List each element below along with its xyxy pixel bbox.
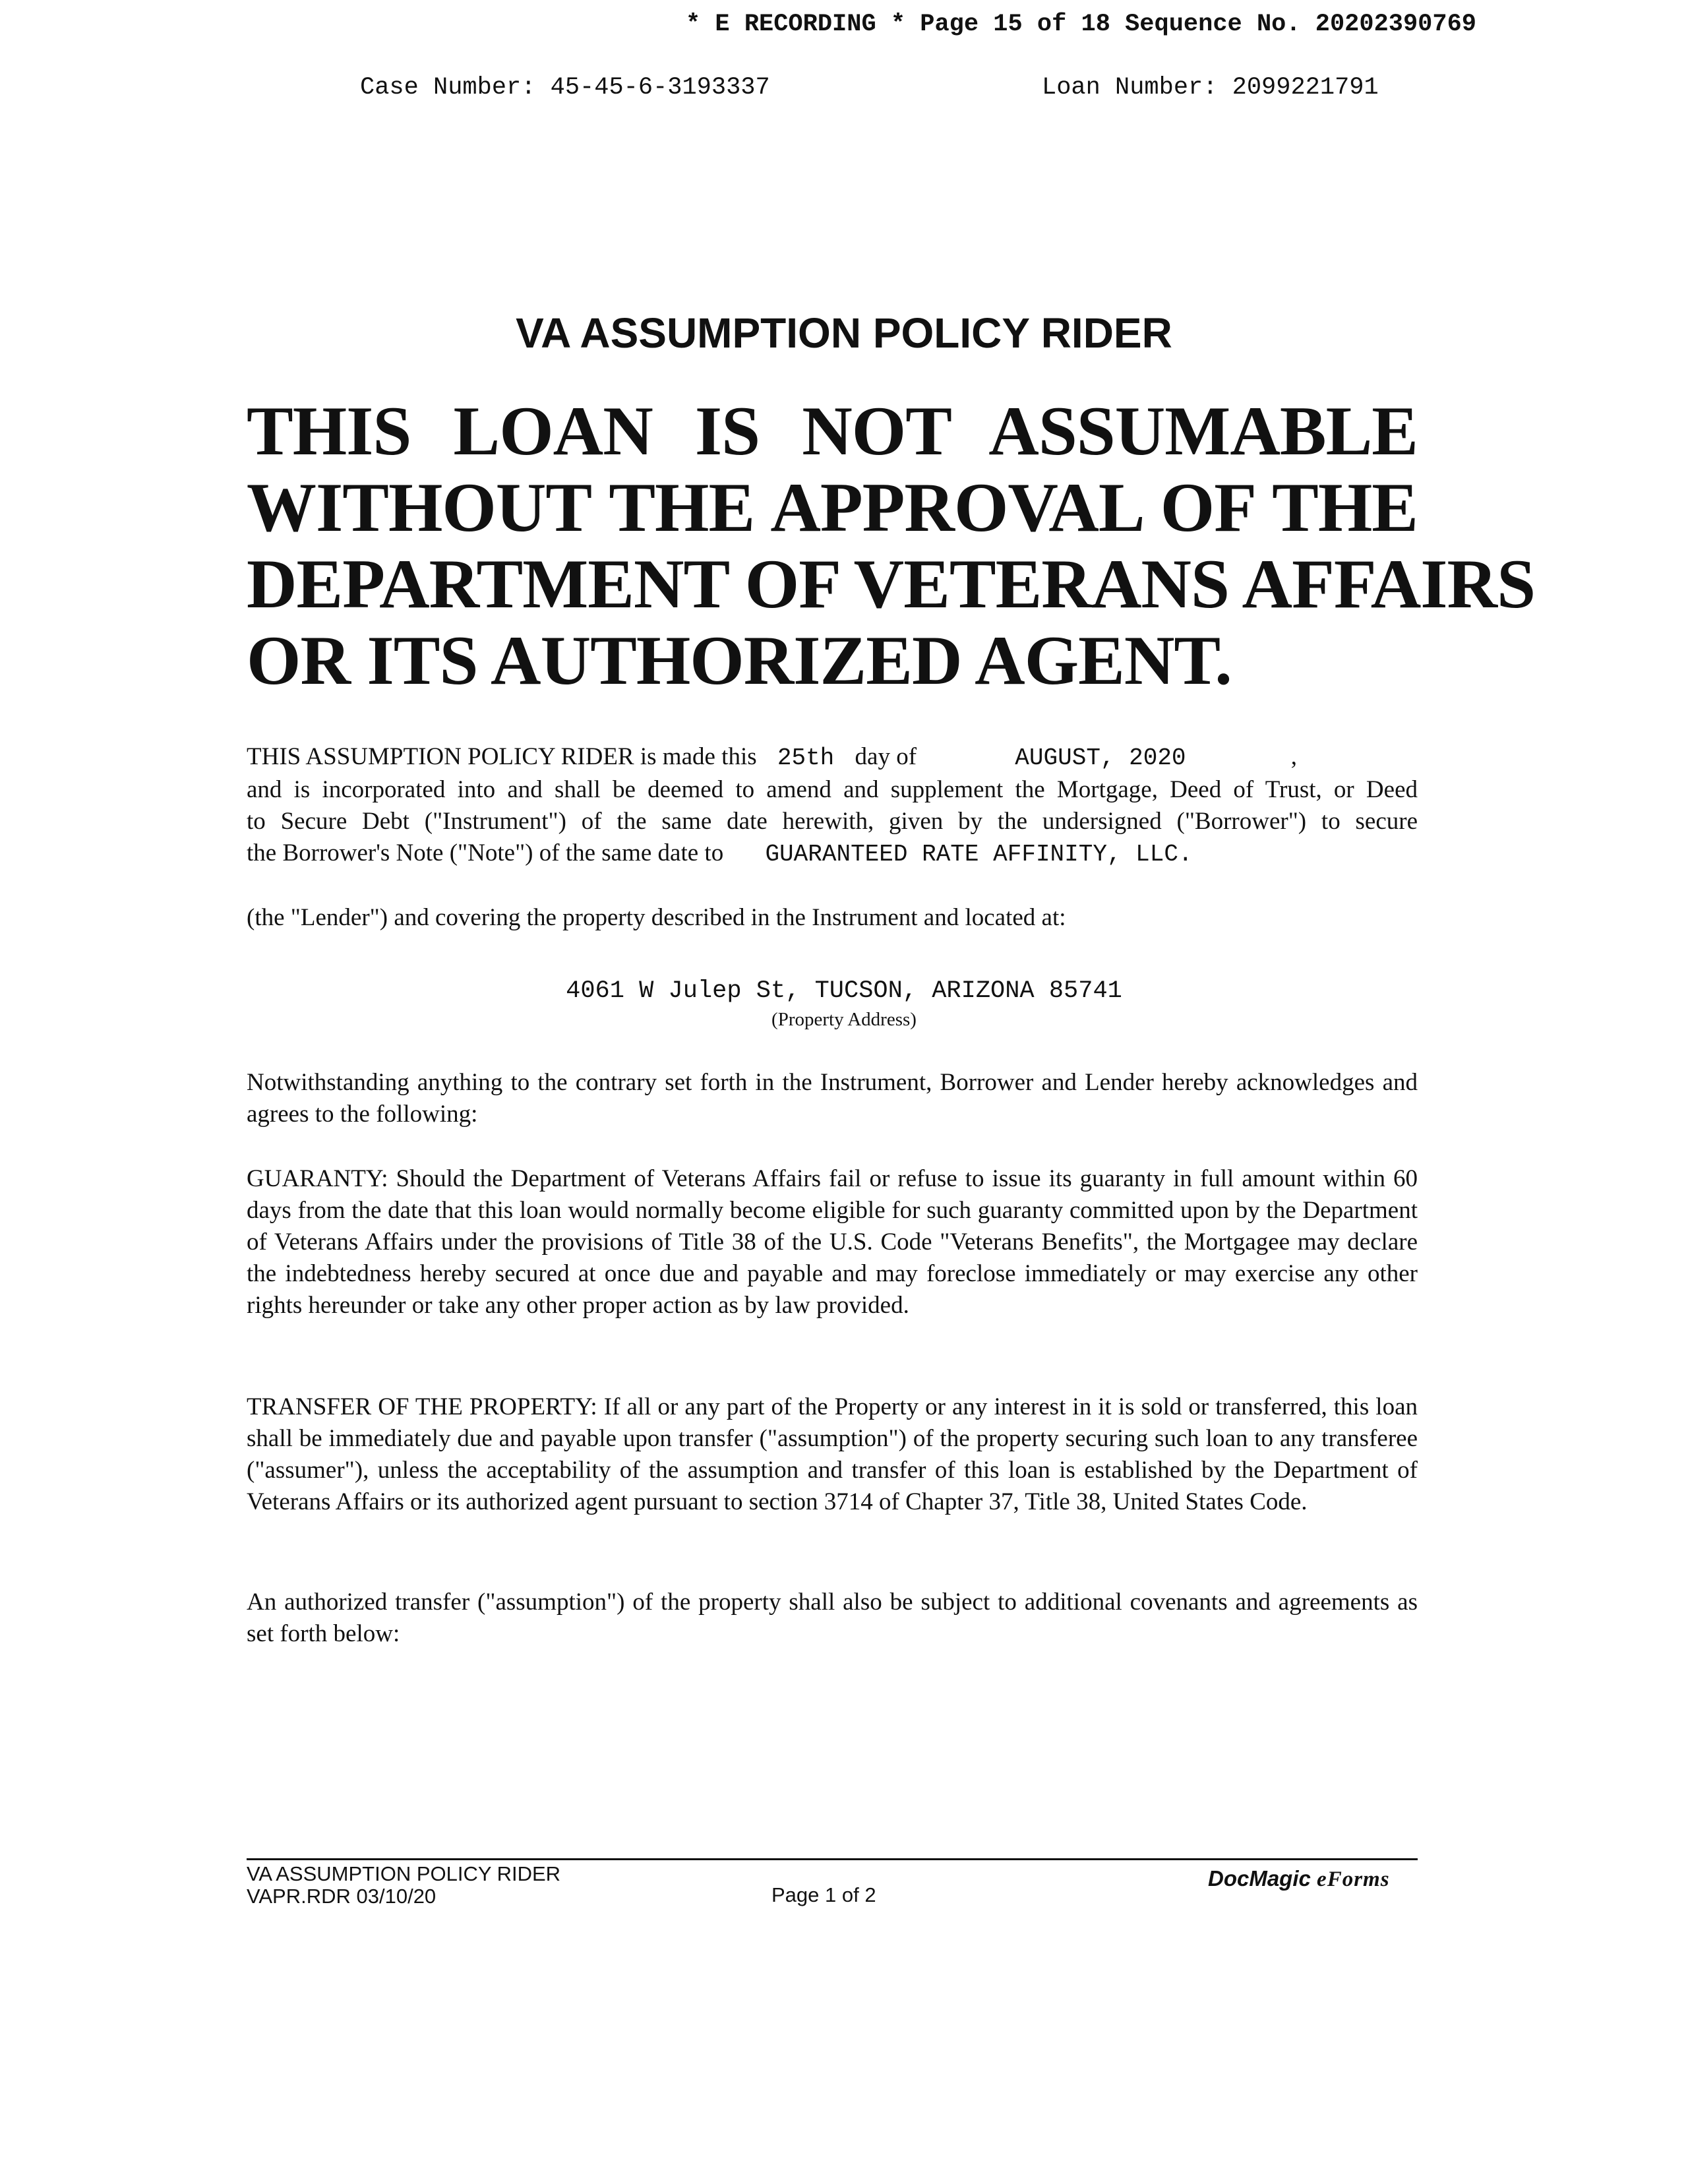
intro-line-1 — [247, 741, 1418, 774]
transfer-paragraph: TRANSFER OF THE PROPERTY: If all or any part of the Property or any interest in it is sold or transferred, this loan shall be immediately due and payable upon transfer ("assumption") of the property securing such loan to any transferee ("assumer"), unless the acceptability of the assumption and transfer of this loan is established by the Department of Veterans Affairs or its authorized agent pursuant to section 3714 of Chapter 37, Title 38, United States Code. — [247, 1393, 1418, 1515]
intro-paragraph — [247, 741, 1418, 870]
property-address-caption: (Property Address) — [771, 1009, 917, 1030]
assumability-warning — [247, 392, 1536, 699]
footer-form-code: VAPR.RDR 03/10/20 — [247, 1885, 437, 1908]
intro-line-2: and is incorporated into and shall be deemed to amend and supplement the Mortgage, Deed of Trust, or Deed — [247, 776, 1418, 803]
document-title: VA ASSUMPTION POLICY RIDER — [516, 309, 1172, 357]
warning-line-4: OR ITS AUTHORIZED AGENT. — [247, 622, 1232, 699]
intro-line-4-lead: the Borrower's Note ("Note") of the same date to — [247, 839, 724, 866]
intro-day-of: day of — [855, 743, 917, 770]
intro-line-3: to Secure Debt ("Instrument") of the same date herewith, given by the undersigned ("Borrower") to secure — [247, 808, 1418, 835]
footer-page-number: Page 1 of 2 — [771, 1883, 876, 1906]
lender-line: (the "Lender") and covering the property described in the Instrument and located at: — [247, 904, 1066, 931]
footer-divider — [247, 1858, 1418, 1860]
rider-day: 25th — [777, 744, 835, 772]
intro-line-4 — [247, 837, 1418, 870]
docmagic-brand: DocMagic — [1208, 1866, 1311, 1891]
warning-line-2: WITHOUT THE APPROVAL OF THE — [247, 469, 1418, 546]
guaranty-paragraph: GUARANTY: Should the Department of Veterans Affairs fail or refuse to issue its guaranty in full amount within 60 days from the date that this loan would normally become eligible for such guaranty committed upon by the Department of Veterans Affairs under the provisions of Title 38 of the U.S. Code "Veterans Benefits", the Mortgagee may declare the indebtedness hereby secured at once due and payable and may foreclose immediately or may exercise any other rights hereunder or take any other proper action as by law provided. — [247, 1165, 1418, 1319]
recording-header: * E RECORDING * Page 15 of 18 Sequence No. 20202390769 — [686, 11, 1476, 38]
warning-line-1: THIS LOAN IS NOT ASSUMABLE — [247, 392, 1418, 470]
notwithstanding-paragraph: Notwithstanding anything to the contrary set forth in the Instrument, Borrower and Lender hereby acknowledges and agrees to the following: — [247, 1069, 1418, 1128]
intro-comma: , — [1290, 743, 1298, 770]
warning-line-3: DEPARTMENT OF VETERANS AFFAIRS — [247, 545, 1536, 622]
docmagic-logo — [1208, 1866, 1390, 1892]
intro-lead: THIS ASSUMPTION POLICY RIDER is made this — [247, 743, 757, 770]
property-address: 4061 W Julep St, TUCSON, ARIZONA 85741 — [566, 977, 1122, 1005]
authorized-transfer-paragraph: An authorized transfer ("assumption") of the property shall also be subject to additional covenants and agreements as set forth below: — [247, 1589, 1418, 1647]
loan-number: Loan Number: 2099221791 — [1042, 74, 1379, 102]
rider-month-year: AUGUST, 2020 — [1015, 744, 1186, 772]
eforms-brand: eForms — [1317, 1867, 1390, 1891]
case-number: Case Number: 45-45-6-3193337 — [360, 74, 770, 102]
footer-form-name: VA ASSUMPTION POLICY RIDER — [247, 1862, 561, 1885]
lender-name: GUARANTEED RATE AFFINITY, LLC. — [765, 841, 1193, 868]
